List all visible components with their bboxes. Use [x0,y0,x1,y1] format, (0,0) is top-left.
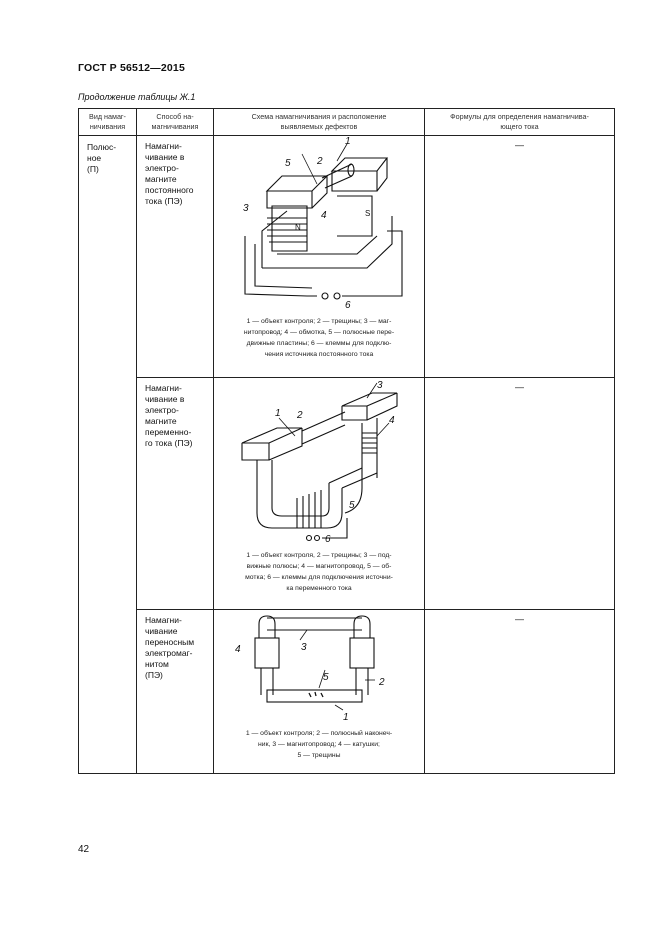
header-formulas: Формулы для определения намагничива- ющего тока [425,109,615,136]
table-header-row [79,109,615,136]
caption-line: движные пластины; 6 — клеммы для подклю- [246,340,392,347]
figure-label-4: 4 [388,415,395,426]
method-cell: Намагни- чивание в электро- магните постоянного тока (ПЭ) [137,136,214,378]
scheme-cell [214,136,425,378]
formula-cell: — [425,136,615,378]
caption-line: 5 — трещины [297,752,341,759]
caption-line: 1 — объект контроля, 2 — трещины; 3 — под- [246,552,392,559]
header-scheme: Схема намагничивания и расположение выявляемых дефектов [214,109,425,136]
figure-label-1: 1 [344,136,351,147]
figure-label-4: 4 [234,644,241,655]
ac-electromagnet-figure [217,378,422,550]
table-row [79,136,615,378]
figure-label-6: 6 [324,534,331,545]
portable-electromagnet-figure [217,610,422,728]
figure-label-5: 5 [348,500,355,511]
table-row [79,378,615,610]
formula-cell: — [425,610,615,774]
method-cell: Намагни- чивание переносным электромаг- нитом (ПЭ) [137,610,214,774]
data-table [78,108,615,774]
table-caption: Продолжение таблицы Ж.1 [78,92,196,102]
figure-label-3: 3 [300,642,307,653]
figure-label-5: 5 [284,158,291,169]
figure-label-2: 2 [378,677,385,688]
figure-label-1: 1 [274,408,281,419]
figure-label-3: 3 [242,203,249,214]
caption-line: ник, 3 — магнитопровод; 4 — катушки; [258,741,380,748]
caption-line: нитопровод; 4 — обмотка, 5 — полюсные пере- [243,329,395,336]
scheme-cell [214,610,425,774]
figure-caption [214,316,424,360]
caption-line: вижные полюсы; 4 — магнитопровод, 5 — об- [246,563,392,570]
header-magnetization-method: Способ на- магничивания [137,109,214,136]
caption-line: 1 — объект контроля; 2 — полюсный наконеч- [245,730,393,737]
figure-label-3: 3 [376,380,383,391]
formula-cell: — [425,378,615,610]
header-magnetization-type: Вид намаг- ничивания [79,109,137,136]
figure-caption [214,728,424,761]
figure-label-4: 4 [320,210,327,221]
scheme-cell [214,378,425,610]
figure-label-2: 2 [316,156,323,167]
caption-line: мотка; 6 — клеммы для подключения источни- [245,574,393,581]
caption-line: 1 — объект контроля; 2 — трещины; 3 — маг- [246,318,392,325]
pole-s-label: S [364,209,370,218]
document-title: ГОСТ Р 56512—2015 [78,62,186,74]
figure-label-2: 2 [296,410,303,421]
page-number: 42 [78,844,90,855]
pole-n-label: N [294,223,301,232]
figure-label-1: 1 [342,712,349,723]
caption-line: ка переменного тока [286,585,352,592]
figure-label-6: 6 [344,300,351,311]
table-row [79,610,615,774]
method-cell: Намагни- чивание в электро- магните переменно- го тока (ПЭ) [137,378,214,610]
caption-line: чения источника постоянного тока [264,351,374,358]
type-cell: Полюс- ное (П) [79,136,137,774]
figure-label-5: 5 [322,672,329,683]
dc-electromagnet-figure [217,136,422,316]
figure-caption [214,550,424,594]
